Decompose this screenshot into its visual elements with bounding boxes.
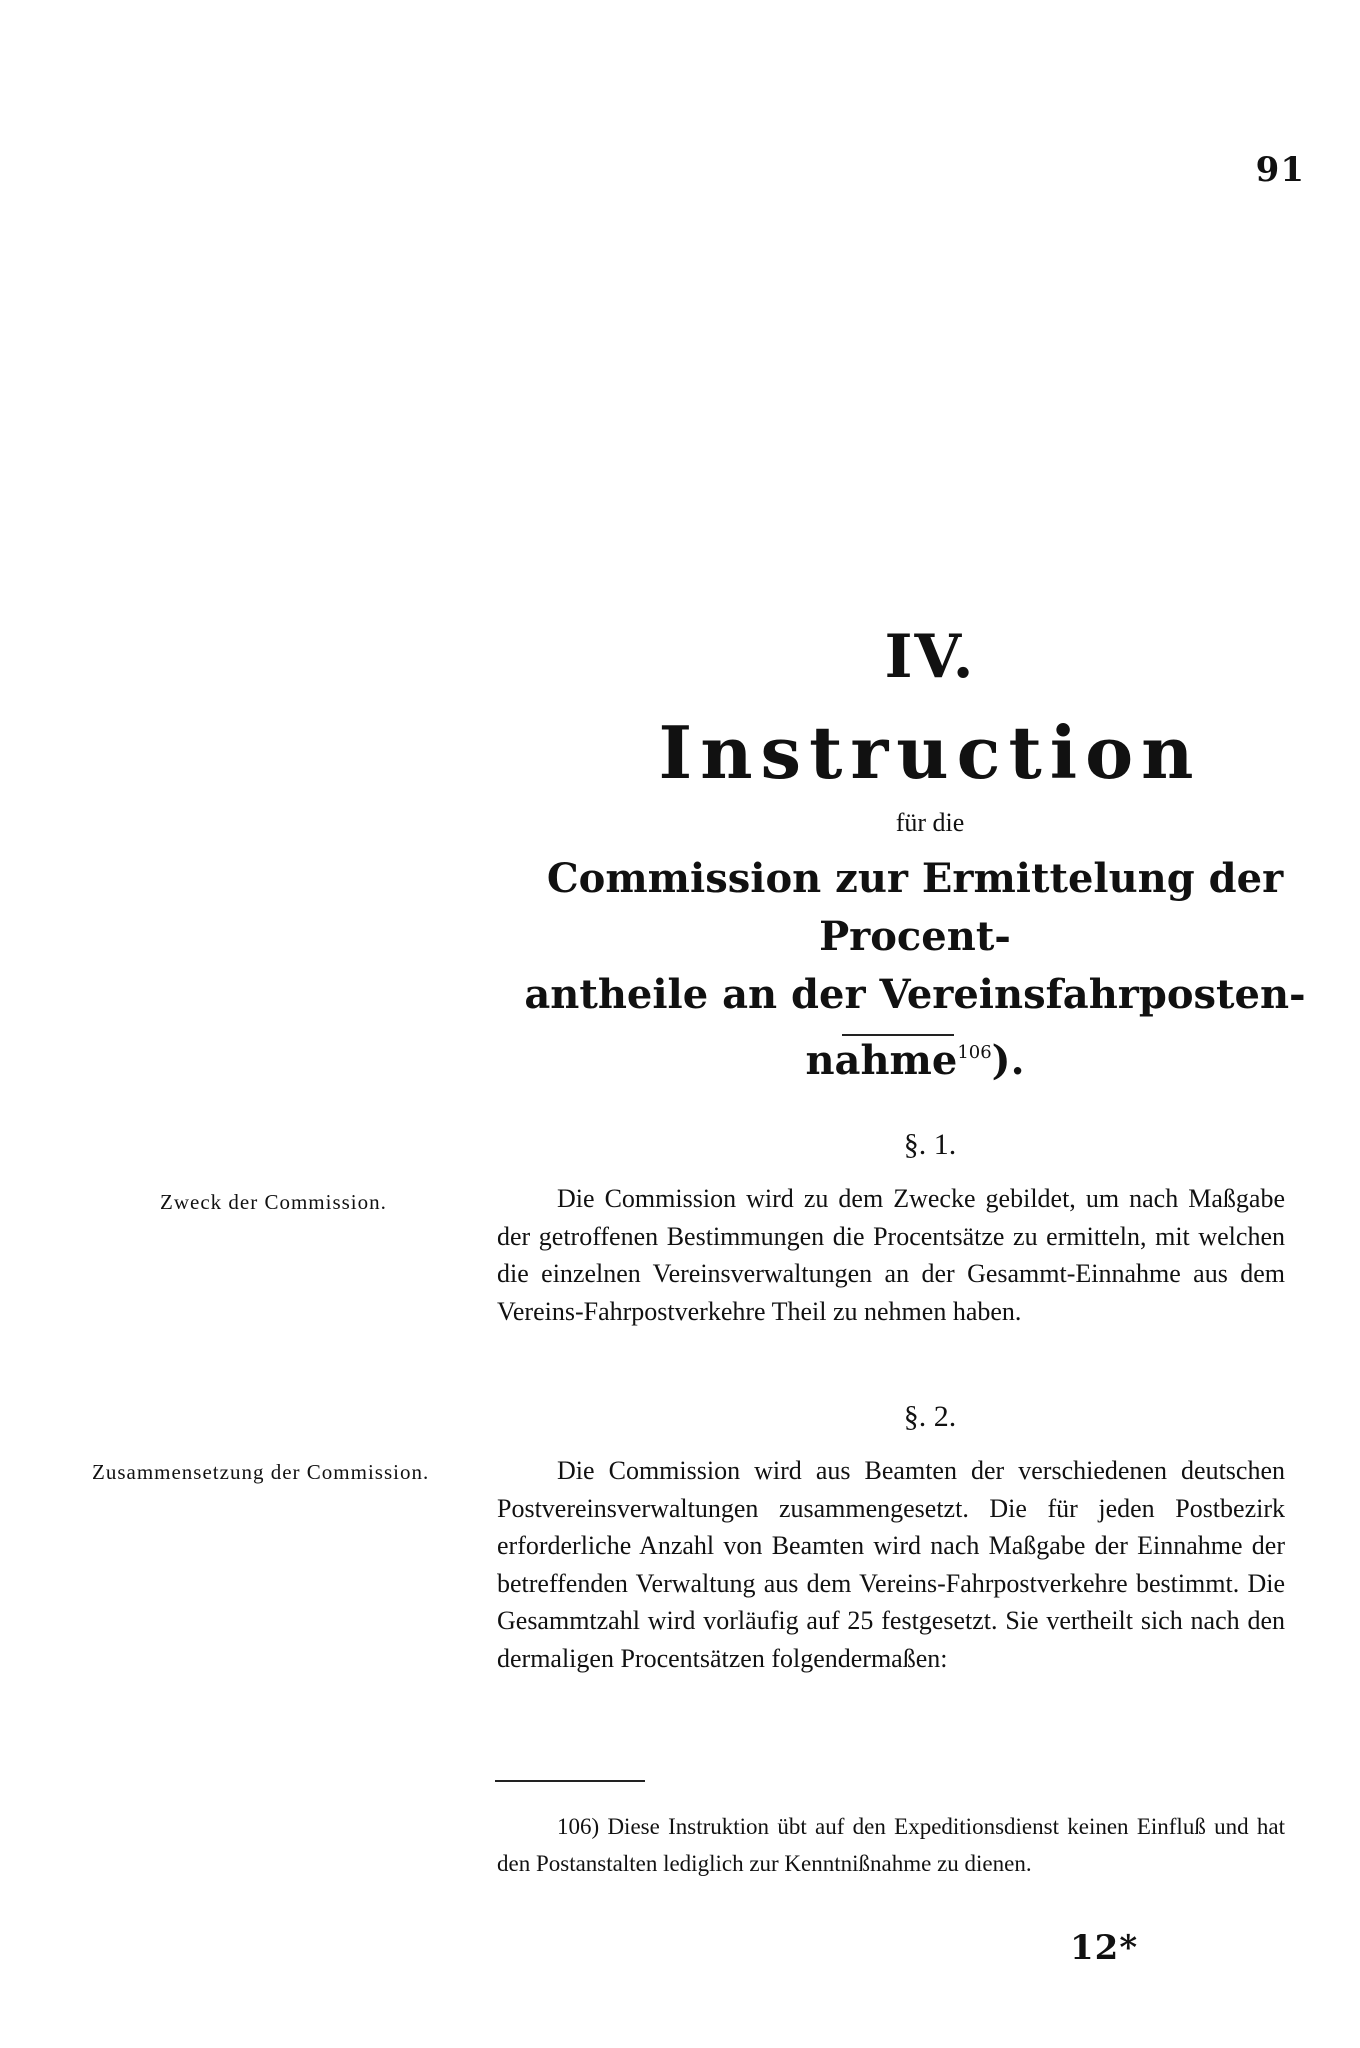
section-2-text: Die Commission wird aus Beamten der verschiedenen deutschen Postvereinsverwaltungen zusammengesetzt. Die für jeden Postbezirk erforderliche Anzahl von Beamten wird nach Maßgabe der Einnahme der betreffenden Verwaltung aus dem Vereins-Fahrpostverkehre bestimmt. Die Gesammtzahl wird vorläufig auf 25 festgesetzt. Sie vertheilt sich nach den dermaligen Procentsätzen folgendermaßen: bbox=[497, 1456, 1285, 1673]
subtitle-line: Commission zur Ermittelung der Procent- bbox=[546, 855, 1284, 960]
document-title: Instruction bbox=[658, 710, 1202, 795]
section-1-text: Die Commission wird zu dem Zwecke gebildet, um nach Maßgabe der getroffenen Bestimmungen die Procentsätze zu ermitteln, mit welchen die einzelnen Vereinsverwaltungen an der Gesammt-Einnahme aus dem Vereins-Fahrpostverkehre Theil zu nehmen haben. bbox=[497, 1184, 1285, 1326]
document-subtitle bbox=[490, 850, 1340, 1090]
section-1-heading: §. 1. bbox=[903, 1128, 957, 1161]
section-2-margin-note: Zusammensetzung der Commission. bbox=[92, 1460, 430, 1484]
footnote-divider bbox=[495, 1780, 645, 1782]
subtitle-line-text: nahme bbox=[805, 1037, 958, 1084]
footnote-reference: 106 bbox=[957, 1042, 992, 1063]
part-numeral: IV. bbox=[884, 622, 976, 692]
title-divider bbox=[842, 1034, 954, 1036]
page-number: 91 bbox=[1255, 150, 1305, 190]
signature-mark: 12* bbox=[1070, 1928, 1139, 1968]
section-1-margin-note: Zweck der Commission. bbox=[160, 1190, 387, 1214]
section-2-heading: §. 2. bbox=[903, 1400, 957, 1433]
footnote-106: 106) Diese Instruktion übt auf den Expeditionsdienst keinen Einfluß und hat den Postanstalten lediglich zur Kenntnißnahme zu dienen. bbox=[497, 1814, 1285, 1876]
title-connector: für die bbox=[895, 808, 965, 837]
subtitle-end: ). bbox=[991, 1037, 1025, 1084]
subtitle-line: antheile an der Vereinsfahrposten- bbox=[524, 971, 1306, 1018]
